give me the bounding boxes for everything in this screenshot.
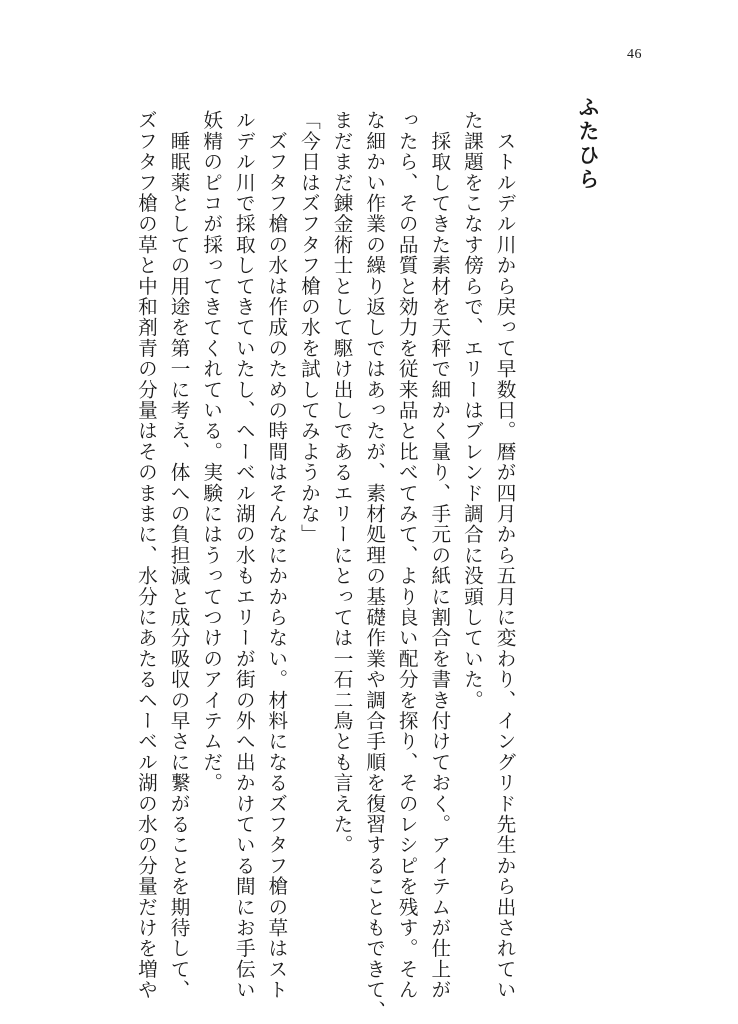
- text-line: ズフタフ槍の水は作成のための時間はそんなにかからない。材料になるズフタフ槍の草はスト: [264, 110, 288, 1001]
- text-line: まだまだ錬金術士として駆け出しであるエリーにとっては一石二鳥とも言えた。: [330, 110, 354, 856]
- text-line: 睡眠薬としての用途を第一に考え、体への負担減と成分吸収の早さに繋がることを期待して、: [167, 110, 191, 1001]
- text-line: ったら、その品質と効力を従来品と比べてみて、より良い配分を探り、そのレシピを残す。そん: [395, 110, 419, 1001]
- text-line: ズフタフ槍の草と中和剤青の分量はそのままに、水分にあたるヘーベル湖の水の分量だけを増や: [134, 110, 158, 1001]
- chapter-title: ふたひら: [576, 96, 601, 192]
- text-line: た課題をこなす傍らで、エリーはブレンド調合に没頭していた。: [460, 110, 484, 711]
- text-line: な細かい作業の繰り返しではあったが、素材処理の基礎作業や調合手順を復習することもできて、: [362, 110, 386, 1021]
- text-line: 妖精のピコが採ってきてくれている。実験にはうってつけのアイテムだ。: [199, 110, 223, 794]
- page-number: 46: [627, 47, 642, 62]
- text-line: 「今日はズフタフ槍の水を試してみようかな」: [297, 110, 321, 545]
- text-line: ストルデル川から戻って早数日。暦が四月から五月に変わり、イングリド先生から出されてい: [493, 110, 516, 1001]
- text-line: 採取してきた素材を天秤で細かく量り、手元の紙に割合を書き付けておく。アイテムが仕上が: [427, 110, 451, 1001]
- body-text: [129, 110, 520, 1021]
- text-line: ルデル川で採取してきていたし、ヘーベル湖の水もエリーが街の外へ出かけている間にお手伝い: [232, 110, 256, 1001]
